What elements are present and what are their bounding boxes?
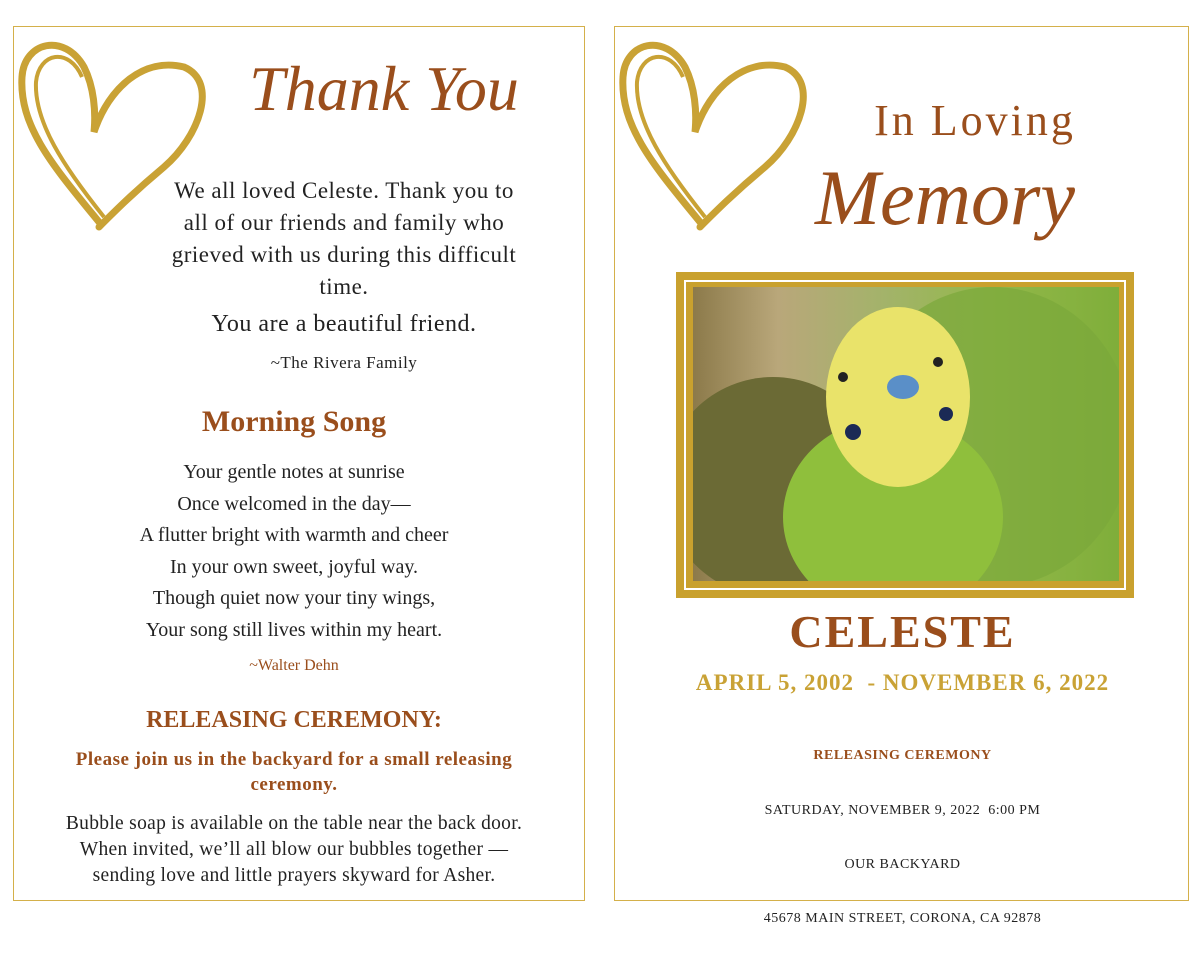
event-address: 45678 MAIN STREET, CORONA, CA 92878 <box>763 911 1042 926</box>
event-place: OUR BACKYARD <box>844 857 961 872</box>
in-loving-title: In Loving <box>874 96 1076 145</box>
event-details <box>615 766 1190 964</box>
memory-title: Memory <box>815 154 1075 241</box>
ceremony-heading: RELEASING CEREMONY: <box>146 707 442 733</box>
poem-line: In your own sweet, joyful way. <box>169 555 419 578</box>
poem-line: Though quiet now your tiny wings, <box>152 587 436 610</box>
photo-frame <box>676 272 1134 598</box>
poem-line: Your gentle notes at sunrise <box>183 461 405 483</box>
poem-title: Morning Song <box>201 405 387 438</box>
thank-you-message <box>144 175 544 303</box>
message-line: grieved with us during this difficult <box>171 242 517 267</box>
ceremony-details <box>14 811 574 889</box>
details-line: sending love and little prayers skyward for Asher. <box>92 865 496 886</box>
ceremony-invite: Please join us in the backyard for a small releasing ceremony. <box>75 749 513 795</box>
thank-you-title: Thank You <box>249 53 519 124</box>
event-datetime: SATURDAY, NOVEMBER 9, 2022 6:00 PM <box>764 803 1041 818</box>
message-line: all of our friends and family who <box>183 210 505 235</box>
thank-you-panel <box>13 26 585 901</box>
event-heading: RELEASING CEREMONY <box>813 748 992 763</box>
details-line: Bubble soap is available on the table near the back door. <box>65 813 523 834</box>
pet-name: CELESTE <box>789 606 1016 657</box>
memorial-cover-panel <box>614 26 1189 926</box>
poem-line: A flutter bright with warmth and cheer <box>139 524 449 547</box>
message-line: We all loved Celeste. Thank you to <box>174 178 514 203</box>
message-line: time. <box>319 274 369 299</box>
signature: ~The Rivera Family <box>270 353 418 372</box>
parakeet-photo <box>693 287 1119 581</box>
poem-line: Once welcomed in the day— <box>177 492 411 515</box>
life-dates: APRIL 5, 2002 - NOVEMBER 6, 2022 <box>695 670 1110 695</box>
details-line: When invited, we’ll all blow our bubbles together — <box>79 839 509 860</box>
poem-author: ~Walter Dehn <box>249 657 339 674</box>
poem-body <box>74 457 514 647</box>
poem-line: Your song still lives within my heart. <box>145 618 443 641</box>
tagline: You are a beautiful friend. <box>211 311 477 337</box>
